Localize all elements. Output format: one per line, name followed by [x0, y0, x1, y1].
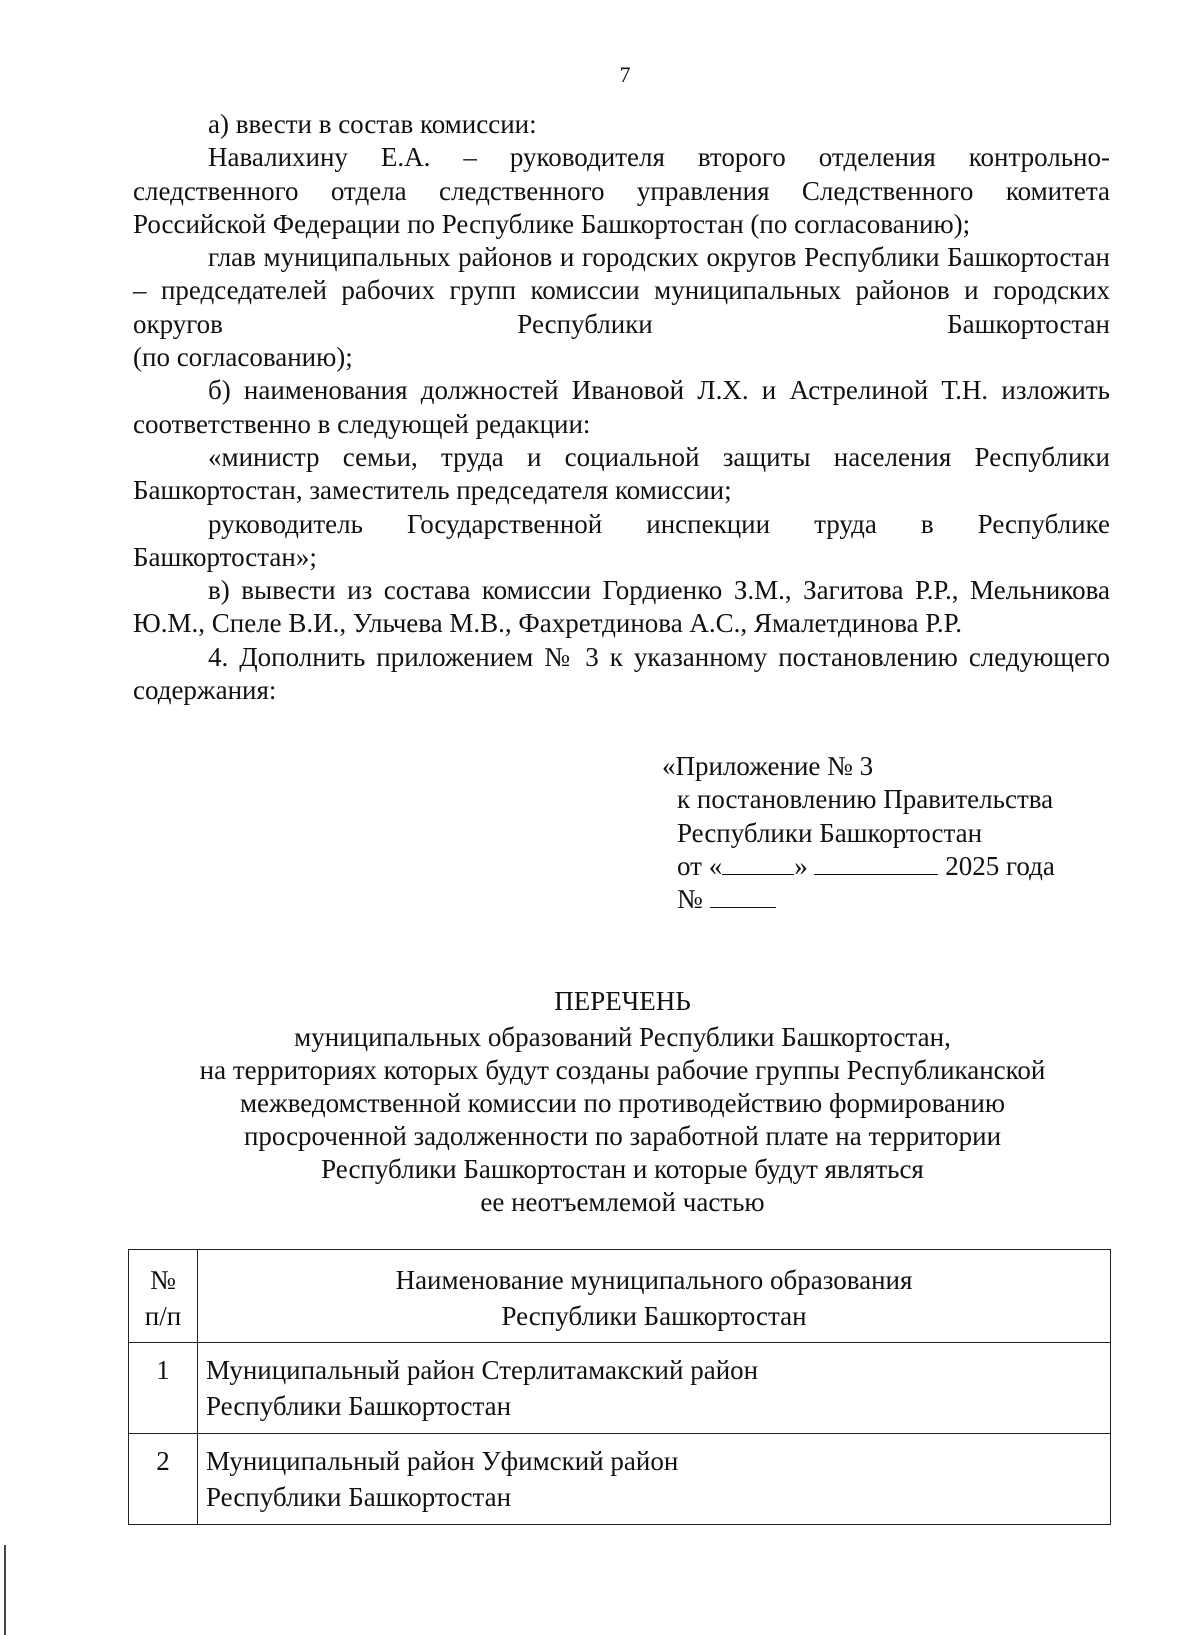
- number-blank: [710, 883, 776, 908]
- heading-line: муниципальных образований Республики Башкортостан,: [294, 1022, 951, 1052]
- page-number: 7: [619, 62, 631, 87]
- date-prefix: от «: [677, 850, 723, 881]
- header-name: [198, 1250, 1111, 1343]
- paragraph-minister: «министр семьи, труда и социальной защиты населения Республики Башкортостан, заместитель председателя комиссии;: [133, 441, 1110, 506]
- paragraph-b-intro: б) наименования должностей Ивановой Л.Х. и Астрелиной Т.Н. изложить соответственно в следующей редакции:: [133, 375, 1110, 439]
- scan-edge-mark: [4, 1545, 6, 1635]
- header-number-pp: п/п: [144, 1301, 182, 1331]
- header-number: [129, 1250, 198, 1343]
- heading-line: Республики Башкортостан и которые будут являться: [321, 1154, 924, 1184]
- heading-line: просроченной задолженности по заработной плате на территории: [243, 1121, 1002, 1151]
- appendix-number: [662, 883, 1055, 916]
- row-name-line2: Республики Башкортостан: [206, 1391, 512, 1421]
- paragraph-inspector: руководитель Государственной инспекции труда в Республике Башкортостан»;: [133, 508, 1110, 572]
- month-blank: [814, 850, 938, 875]
- paragraph-a-intro: а) ввести в состав комиссии:: [208, 109, 537, 139]
- row-number: 2: [129, 1434, 198, 1525]
- date-year: 2025 года: [945, 850, 1055, 881]
- heading-title: ПЕРЕЧЕНЬ: [554, 986, 691, 1016]
- table-row: [129, 1343, 1111, 1434]
- table-header-row: [129, 1250, 1111, 1343]
- row-name-line1: Муниципальный район Стерлитамакский район: [206, 1355, 759, 1385]
- row-name-line1: Муниципальный район Уфимский район: [206, 1446, 679, 1476]
- list-heading: [130, 985, 1115, 1219]
- appendix-republic: Республики Башкортостан: [677, 817, 983, 848]
- paragraph-heads: глав муниципальных районов и городских округов Республики Башкортостан – председателей рабочих групп комиссии муниципальных районов и городских округов Республики Башкортостан: [133, 242, 1110, 339]
- paragraph-navalikhina: Навалихину Е.А. – руководителя второго отделения контрольно-следственного отдела следственного управления Следственного комитета Российской Федерации по Республике Башкортостан (по согласованию);: [133, 142, 1110, 239]
- day-blank: [722, 850, 794, 875]
- paragraph-item-4: 4. Дополнить приложением № 3 к указанному постановлению следующего содержания:: [133, 641, 1110, 706]
- header-name-line2: Республики Башкортостан: [501, 1301, 807, 1331]
- municipalities-table: [128, 1249, 1111, 1525]
- row-name: [198, 1343, 1111, 1434]
- paragraph-heads-agreement: (по согласованию);: [133, 342, 353, 373]
- paragraph-v-remove: в) вывести из состава комиссии Гордиенко З.М., Загитова Р.Р., Мельникова Ю.М., Спеле В.И., Ульчева М.В., Фахретдинова А.С., Ямалетдинова Р.Р.: [133, 575, 1110, 639]
- heading-line: ее неотъемлемой частью: [480, 1187, 765, 1217]
- heading-line: на территориях которых будут созданы рабочие группы Республиканской: [199, 1055, 1046, 1085]
- table-row: [129, 1434, 1111, 1525]
- number-prefix: №: [677, 884, 703, 915]
- date-mid: »: [794, 850, 808, 881]
- appendix-block: [662, 750, 1055, 916]
- document-body: [133, 108, 1110, 707]
- header-number-symbol: №: [150, 1265, 176, 1295]
- row-name-line2: Республики Башкортостан: [206, 1482, 512, 1512]
- heading-line: межведомственной комиссии по противодействию формированию: [239, 1088, 1006, 1118]
- appendix-date: [662, 850, 1055, 883]
- row-name: [198, 1434, 1111, 1525]
- row-number: 1: [129, 1343, 198, 1434]
- appendix-decree: к постановлению Правительства: [677, 784, 1054, 815]
- appendix-title: «Приложение № 3: [662, 751, 874, 781]
- header-name-line1: Наименование муниципального образования: [395, 1265, 913, 1295]
